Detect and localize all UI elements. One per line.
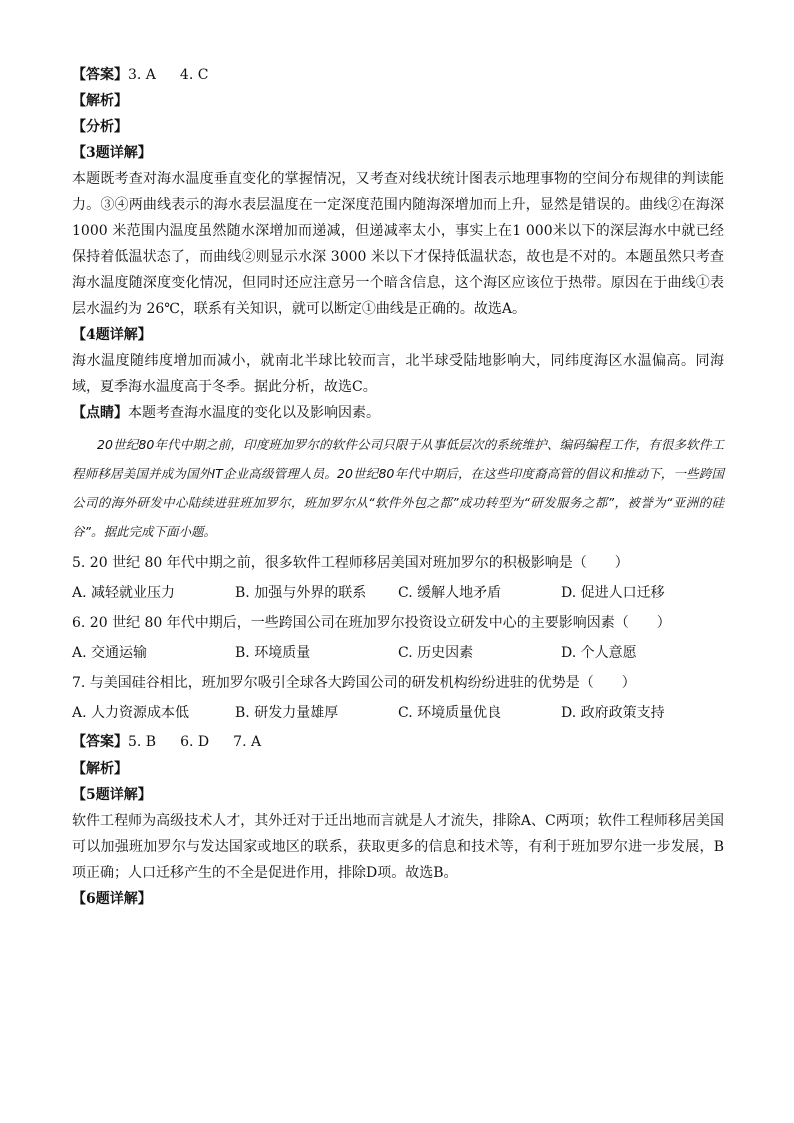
question-options	[72, 638, 724, 668]
question-stem: 5. 20 世纪 80 年代中期之前，很多软件工程师移居美国对班加罗尔的积极影响是（ ）	[72, 555, 629, 571]
q6-detail-heading: 【6题详解】	[72, 891, 152, 907]
dianjing-text: 本题考查海水温度的变化以及影响因素。	[128, 405, 380, 421]
question-6	[72, 608, 724, 668]
q4-detail-heading: 【4题详解】	[72, 327, 152, 343]
answer-tag: 【答案】	[72, 67, 128, 83]
answer-line-3-4	[72, 62, 724, 88]
question-5	[72, 548, 724, 608]
answer-5: 5. B	[128, 734, 157, 750]
option-a: A. 减轻就业压力	[72, 585, 176, 601]
question-options	[72, 698, 724, 728]
q5-detail-text: 软件工程师为高级技术人才，其外迁对于迁出地而言就是人才流失，排除A、C两项；软件工程师移居美国可以加强班加罗尔与发达国家或地区的联系，获取更多的信息和技术等，有利于班加罗尔进一步发展，B项正确；人口迁移产生的不全是促进作用，排除D项。故选B。	[72, 813, 724, 881]
answer-tag: 【答案】	[72, 734, 128, 750]
option-b: B. 加强与外界的联系	[235, 585, 367, 601]
document-page	[72, 62, 724, 912]
question-stem: 7. 与美国硅谷相比，班加罗尔吸引全球各大跨国公司的研发机构纷纷进驻的优势是（ ）	[72, 675, 636, 691]
option-b: B. 研发力量雄厚	[235, 705, 339, 721]
question-options	[72, 578, 724, 608]
option-d: D. 政府政策支持	[561, 705, 665, 721]
dianjing-line	[72, 400, 724, 426]
question-stem: 6. 20 世纪 80 年代中期后，一些跨国公司在班加罗尔投资设立研发中心的主要影响因素（ ）	[72, 615, 671, 631]
q5-detail-heading: 【5题详解】	[72, 787, 152, 803]
option-b: B. 环境质量	[235, 645, 311, 661]
fenxi-heading: 【分析】	[72, 119, 128, 135]
analysis-heading: 【解析】	[72, 761, 128, 777]
analysis-heading: 【解析】	[72, 93, 128, 109]
option-c: C. 历史因素	[398, 645, 474, 661]
option-d: D. 个人意愿	[561, 645, 637, 661]
q4-detail-text: 海水温度随纬度增加而减小，就南北半球比较而言，北半球受陆地影响大，同纬度海区水温偏高。同海域，夏季海水温度高于冬季。据此分析，故选C。	[72, 353, 724, 395]
answer-7: 7. A	[233, 734, 262, 750]
option-a: A. 人力资源成本低	[72, 705, 190, 721]
answer-line-5-7	[72, 728, 724, 756]
answer-4: 4. C	[179, 67, 209, 83]
answer-3: 3. A	[128, 67, 156, 83]
question-7	[72, 668, 724, 728]
option-c: C. 缓解人地矛盾	[398, 585, 502, 601]
q3-detail-heading: 【3题详解】	[72, 145, 152, 161]
option-c: C. 环境质量优良	[398, 705, 502, 721]
dianjing-tag: 【点睛】	[72, 405, 128, 421]
answer-6: 6. D	[180, 734, 210, 750]
q3-detail-text: 本题既考查对海水温度垂直变化的掌握情况，又考查对线状统计图表示地理事物的空间分布规律的判读能力。③④两曲线表示的海水表层温度在一定深度范围内随海深增加而上升，显然是错误的。曲线②在海深1000 米范围内温度虽然随水深增加而递减，但递减率太小，事实上在1 000米以下的深层海水中就已经保持着低温状态了，而曲线②则显示水深 3000 米以下才保持低温状态，故也是不对的。本题虽然只考查海水温度随深度变化情况，但同时还应注意另一个暗含信息，这个海区应该位于热带。原因在于曲线①表层水温约为 26℃，联系有关知识，就可以断定①曲线是正确的。故选A。	[72, 171, 724, 317]
option-a: A. 交通运输	[72, 645, 148, 661]
reading-passage: 20世纪80年代中期之前，印度班加罗尔的软件公司只限于从事低层次的系统维护、编码编程工作，有很多软件工程师移居美国并成为国外IT企业高级管理人员。20世纪80年代中期后，在这些印度裔高管的倡议和推动下，一些跨国公司的海外研发中心陆续进驻班加罗尔，班加罗尔从“软件外包之都”成功转型为“研发服务之都”，被誉为“亚洲的硅谷”。据此完成下面小题。	[72, 437, 724, 539]
option-d: D. 促进人口迁移	[561, 585, 665, 601]
